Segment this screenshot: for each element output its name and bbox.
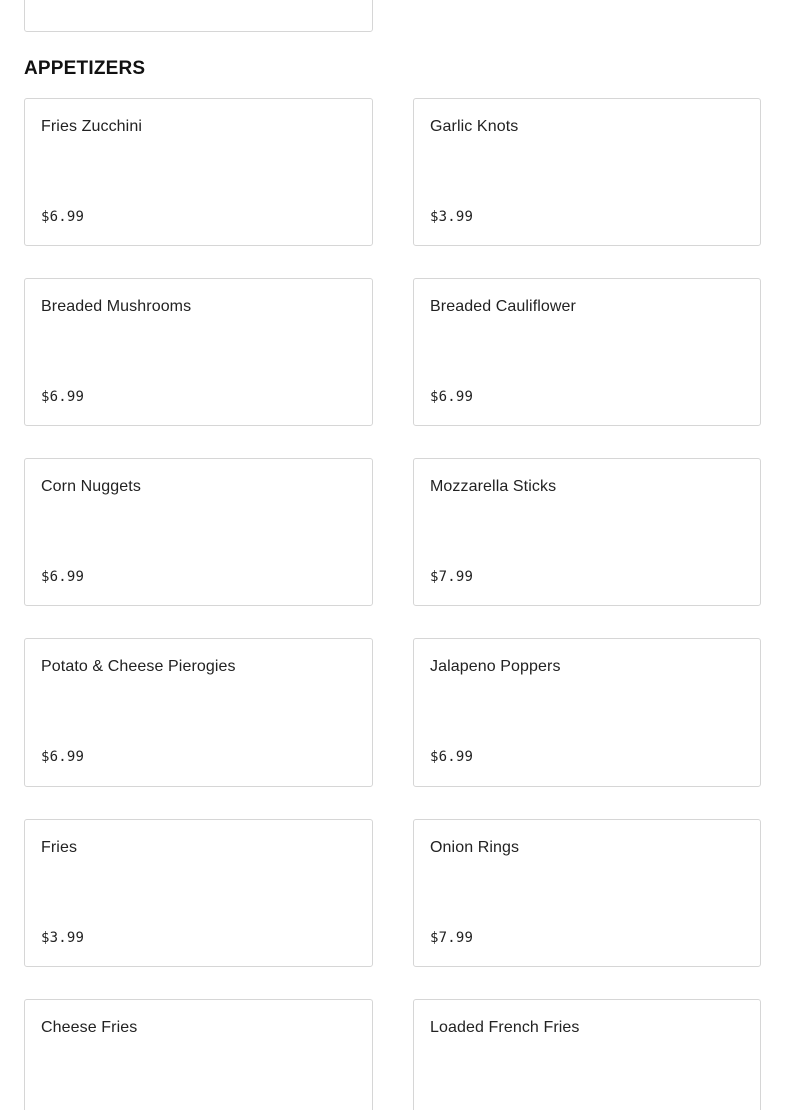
menu-item-price: $7.99 [430,569,474,585]
menu-item-card[interactable] [24,0,373,32]
menu-item-card[interactable] [24,278,373,426]
menu-item-price: $6.99 [41,749,85,765]
menu-item-name: Cheese Fries [41,1019,138,1036]
menu-item-name: Garlic Knots [430,118,519,135]
menu-item-name: Fries [41,839,78,856]
menu-item-name: Fries Zucchini [41,118,142,135]
menu-item-name: Corn Nuggets [41,478,141,495]
menu-item-name: Mozzarella Sticks [430,478,557,495]
menu-item-name: Jalapeno Poppers [430,658,561,675]
menu-item-price: $6.99 [430,389,474,405]
menu-item-card[interactable] [413,999,761,1110]
section-title-appetizers: APPETIZERS [24,58,146,79]
menu-item-price: $6.99 [41,389,85,405]
menu-item-price: $6.99 [41,209,85,225]
menu-item-card[interactable] [413,278,761,426]
menu-item-name: Breaded Mushrooms [41,298,192,315]
menu-item-card[interactable] [413,638,761,787]
menu-item-card[interactable] [24,98,373,246]
menu-item-card[interactable] [413,98,761,246]
menu-item-name: Loaded French Fries [430,1019,580,1036]
menu-item-price: $6.99 [41,569,85,585]
menu-item-card[interactable] [24,819,373,967]
menu-item-price: $7.99 [430,930,474,946]
menu-item-card[interactable] [24,638,373,787]
menu-item-card[interactable] [24,458,373,606]
menu-item-price: $6.99 [430,749,474,765]
menu-item-name: Potato & Cheese Pierogies [41,658,236,675]
menu-item-price: $3.99 [430,209,474,225]
menu-item-card[interactable] [24,999,373,1110]
menu-item-name: Onion Rings [430,839,520,856]
menu-item-name: Breaded Cauliflower [430,298,576,315]
menu-item-card[interactable] [413,819,761,967]
menu-item-price: $3.99 [41,930,85,946]
menu-item-card[interactable] [413,458,761,606]
